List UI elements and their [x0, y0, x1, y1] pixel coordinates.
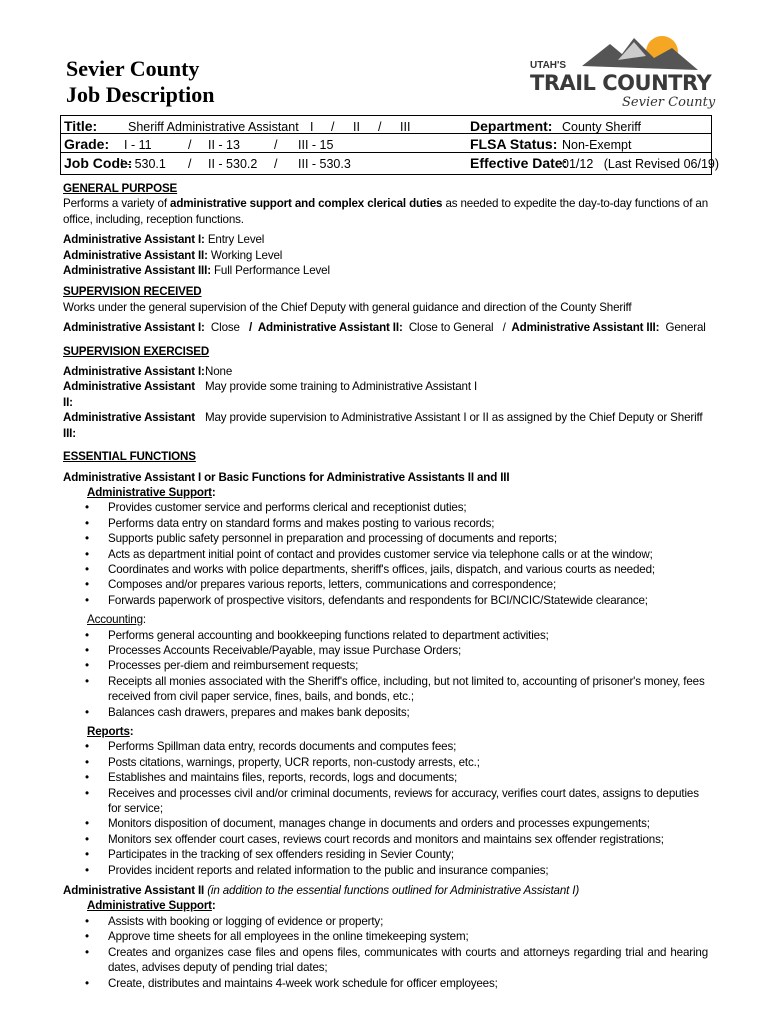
aa2-heading: Administrative Assistant II (in addition to the essential functions outlined for Administrative Assistant I) [63, 884, 580, 898]
effective-date-value: 01/12 (Last Revised 06/19) [562, 157, 720, 171]
title-sep-1: / [331, 120, 335, 134]
aa2-support-list [63, 914, 708, 991]
sup-ex-value: May provide some training to Administrative Assistant I [205, 380, 478, 394]
jobcode-label: Job Code: [64, 155, 133, 171]
aa2-support-heading: Administrative Support: [87, 899, 216, 913]
logo-text-utahs: UTAH'S [530, 60, 567, 71]
reports-heading: Reports: [87, 725, 134, 738]
sup-ex-label: Administrative Assistant II: [63, 380, 195, 409]
list-item: • Receipts all monies associated with the Sheriff's office, including, but not limited to, accounting of prisoner's money, fees received from civil paper service, fines, bails, and bonds, etc.; [63, 674, 708, 705]
list-item: • Approve time sheets for all employees in the online timekeeping system; [63, 929, 708, 944]
sup-ex-value: May provide supervision to Administrative Assistant I or II as assigned by the Chief Deputy or Sheriff [205, 411, 703, 425]
supervision-received-levels: Administrative Assistant I: Close / Administrative Assistant II: Close to General / Administrative Assistant III: General [63, 321, 706, 335]
supervision-exercised-table [63, 364, 708, 441]
grade-value-1: I - 11 [124, 138, 152, 152]
list-item: • Receives and processes civil and/or criminal documents, reviews for accuracy, verifies court dates, assigns to deputies for service; [63, 786, 708, 817]
list-item: • Acts as department initial point of contact and provides customer service via telephone calls or at the window; [63, 547, 708, 562]
list-item: • Balances cash drawers, prepares and makes bank deposits; [63, 705, 708, 720]
grade-value-3: III - 15 [298, 138, 334, 152]
list-item: • Creates and organizes case files and opens files, communicates with courts and attorneys regarding trial and hearing dates, advises deputy of pending trial dates; [63, 945, 708, 976]
list-item: • Coordinates and works with police departments, sheriff's offices, jails, dispatch, and various courts as needed; [63, 562, 708, 577]
grade-value-2: II - 13 [208, 138, 240, 152]
list-item: • Forwards paperwork of prospective visitors, defendants and respondents for BCI/NCIC/Statewide clearance; [63, 593, 708, 608]
jobcode-sep-1: / [188, 157, 192, 171]
flsa-value: Non-Exempt [562, 138, 632, 152]
list-item: • Posts citations, warnings, property, UCR reports, non-custody arrests, etc.; [63, 755, 708, 770]
list-item: • Provides customer service and performs clerical and receptionist duties; [63, 500, 708, 515]
level-list [63, 232, 708, 278]
trail-country-logo [522, 30, 722, 110]
sup-ex-label: Administrative Assistant I: [63, 365, 205, 379]
title-sep-2: / [378, 120, 382, 134]
doc-title-line1: Sevier County [66, 56, 200, 81]
level-row: Administrative Assistant III: Full Performance Level [63, 264, 330, 278]
grade-sep-2: / [274, 138, 278, 152]
title-level-3: III [400, 120, 411, 134]
sup-ex-value: None [205, 365, 233, 379]
general-purpose-heading: GENERAL PURPOSE [63, 182, 178, 195]
list-item: • Monitors sex offender court cases, reviews court records and monitors and maintains sex offender registrations; [63, 832, 708, 847]
effective-date-label: Effective Date: [470, 155, 568, 171]
jobcode-value-1: I - 530.1 [120, 157, 166, 171]
list-item: • Processes Accounts Receivable/Payable, may issue Purchase Orders; [63, 643, 708, 658]
level-row: Administrative Assistant I: Entry Level [63, 233, 265, 247]
list-item: • Performs data entry on standard forms and makes posting to various records; [63, 516, 708, 531]
admin-support-list [63, 500, 708, 608]
logo-text-sevier-county: Sevier County [622, 95, 716, 110]
title-level-1: I [310, 120, 314, 134]
supervision-exercised-heading: SUPERVISION EXERCISED [63, 344, 210, 358]
jobcode-value-2: II - 530.2 [208, 157, 258, 171]
flsa-label: FLSA Status: [470, 136, 558, 152]
reports-list [63, 739, 708, 878]
general-purpose-text: Performs a variety of administrative support and complex clerical duties as needed to expedite the day-to-day functions of an office, including, reception functions. [63, 197, 709, 226]
essential-functions-heading: ESSENTIAL FUNCTIONS [63, 450, 196, 464]
accounting-list [63, 628, 708, 720]
list-item: • Provides incident reports and related information to the public and insurance companies; [63, 863, 708, 878]
title-level-2: II [353, 120, 360, 134]
essential-functions-subheading: Administrative Assistant I or Basic Functions for Administrative Assistants II and III [63, 470, 510, 484]
list-item: • Create, distributes and maintains 4-week work schedule for officer employees; [63, 976, 708, 991]
title-label: Title: [64, 118, 98, 134]
title-value: Sheriff Administrative Assistant [128, 120, 299, 134]
accounting-heading: Accounting: [87, 613, 146, 627]
grade-label: Grade: [64, 136, 110, 152]
document-body [63, 181, 708, 991]
doc-title-line2: Job Description [66, 82, 215, 107]
list-item: • Processes per-diem and reimbursement requests; [63, 658, 708, 673]
logo-text-trail-country: TRAIL COUNTRY [530, 71, 712, 95]
sup-ex-label: Administrative Assistant III: [63, 411, 195, 440]
supervision-received-heading: SUPERVISION RECEIVED [63, 285, 202, 299]
job-header-table [60, 115, 720, 175]
list-item: • Establishes and maintains files, reports, records, logs and documents; [63, 770, 708, 785]
department-value: County Sheriff [562, 120, 641, 134]
supervision-received-text: Works under the general supervision of the Chief Deputy with general guidance and direction of the County Sheriff [63, 300, 632, 314]
jobcode-value-3: III - 530.3 [298, 157, 351, 171]
grade-sep-1: / [188, 138, 192, 152]
list-item: • Performs general accounting and bookkeeping functions related to department activities; [63, 628, 708, 643]
list-item: • Monitors disposition of document, manages change in documents and orders and processes expungements; [63, 816, 708, 831]
level-row: Administrative Assistant II: Working Level [63, 248, 283, 262]
admin-support-heading: Administrative Support: [87, 485, 216, 499]
department-label: Department: [470, 118, 553, 134]
jobcode-sep-2: / [274, 157, 278, 171]
list-item: • Performs Spillman data entry, records documents and computes fees; [63, 739, 708, 754]
list-item: • Assists with booking or logging of evidence or property; [63, 914, 708, 929]
list-item: • Supports public safety personnel in preparation and processing of documents and reports; [63, 531, 708, 546]
list-item: • Composes and/or prepares various reports, letters, communications and correspondence; [63, 577, 708, 592]
list-item: • Participates in the tracking of sex offenders residing in Sevier County; [63, 847, 708, 862]
